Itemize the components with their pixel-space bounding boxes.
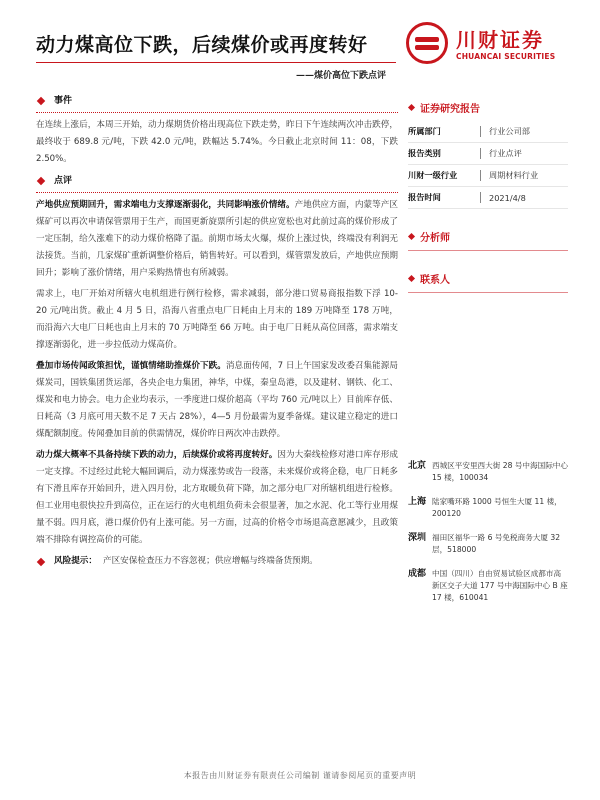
section-heading-event <box>36 92 398 110</box>
section-divider <box>36 112 398 113</box>
info-separator <box>480 170 481 181</box>
event-text: 在连续上涨后，本周三开始，动力煤期货价格出现高位下跌走势，昨日下午连续两次冲击跌停，最终收于 689.8 元/吨，下跌 42.0 元/吨，跌幅达 5.74%。今日截止北京时间 11：08，下跌 2.50%。 <box>36 120 398 164</box>
info-row <box>408 165 568 187</box>
sidebar <box>408 100 568 293</box>
info-separator <box>480 126 481 137</box>
info-separator <box>480 192 481 203</box>
info-row <box>408 187 568 209</box>
comment-paragraph <box>36 447 398 549</box>
paragraph-body: 因为大秦线检修对港口库存形成一定支撑。不过经过此轮大幅回调后，动力煤涨势或告一段落，未来煤价或将企稳，电厂日耗多有下滑且库存开始回升，进入四月份，北方取暖负荷下降，加之部分电厂对所辖机组进行检修。但工业用电很快拉升到高位，正在运行的火电机组负荷未会很显著，加之水泥、化工等行业用煤量不弱。四月底，港口煤价仍有上涨可能。另一方面，过高的价格令市场退高意愿减少，且政策端不排除有调控高价的可能。 <box>36 450 398 545</box>
paragraph-lead: 叠加市场传闻政策担忧，谨慎情绪助推煤价下跌。 <box>36 361 226 371</box>
section-divider <box>408 292 568 293</box>
title-divider <box>36 62 396 63</box>
contact-heading <box>408 271 568 286</box>
office-address: 陆家嘴环路 1000 号恒生大厦 11 楼，200120 <box>432 497 562 518</box>
contact-heading-text: 联系人 <box>420 275 450 286</box>
diamond-bullet-icon <box>37 97 45 105</box>
page-footer: 本报告由川财证券有限责任公司编制 谨请参阅尾页的重要声明 <box>183 771 417 780</box>
info-row <box>408 143 568 165</box>
info-label: 报告时间 <box>408 192 441 202</box>
office-entry <box>408 568 568 604</box>
logo-emblem-icon <box>406 22 448 64</box>
info-label: 所属部门 <box>408 126 441 136</box>
diamond-bullet-icon <box>408 104 415 111</box>
office-city: 深圳 <box>408 533 427 543</box>
page-title: 动力煤高位下跌，后续煤价或再度转好 <box>36 34 368 56</box>
section-divider <box>36 192 398 193</box>
analyst-heading <box>408 229 568 244</box>
info-value: 行业公司部 <box>489 126 530 136</box>
logo-name-cn: 川财证券 <box>456 28 544 52</box>
risk-label: 风险提示： <box>54 556 97 566</box>
office-entry <box>408 496 568 520</box>
logo-name-en: CHUANCAI SECURITIES <box>456 52 556 61</box>
paragraph-body: 需求上，电厂开始对所辖火电机组进行例行检修，需求减弱，部分港口贸易商报指数下浮 10-20 元/吨出货。截止 4 月 5 日，沿海八省重点电厂日耗由上月末的 189 万吨降至 178 万吨，而沿海六大电厂日耗也由上月末的 70 万吨降至 66 万吨。由于电厂日耗从高位回落，需求端支撑逐渐弱化，进一步拉低动力煤高价。 <box>36 289 398 350</box>
info-separator <box>480 148 481 159</box>
paragraph-lead: 动力煤大概率不具备持续下跌的动力，后续煤价或将再度转好。 <box>36 450 278 460</box>
info-value: 2021/4/8 <box>489 192 526 203</box>
diamond-bullet-icon <box>37 177 45 185</box>
paragraph-body: 产地供应方面，内蒙等产区煤矿可以再次申请保管票用于生产，而国更新旋票所引起的供应宽松也对此前过高的煤价形成了一定压制，给久涨难下的动力煤价格降了温。前期市场太火爆，煤价上涨过快，终端没有利润无法接货。当前，几家煤矿重新调整价格后，销售转好。可以看到，煤管票发放后，产地供应预期回升；影响了涨价情绪，用户采购热情也有所减弱。 <box>36 200 398 278</box>
office-addresses <box>408 460 568 616</box>
office-city: 上海 <box>408 497 427 507</box>
event-heading: 事件 <box>54 95 73 106</box>
analyst-heading-text: 分析师 <box>420 233 450 244</box>
comment-paragraph <box>36 286 398 354</box>
company-logo <box>406 22 576 70</box>
section-heading-comment <box>36 172 398 190</box>
info-label: 川财一级行业 <box>408 170 458 180</box>
diamond-bullet-icon <box>37 557 45 565</box>
contact-section <box>408 271 568 293</box>
risk-warning <box>36 553 398 570</box>
page-subtitle: ——煤价高位下跌点评 <box>296 71 387 81</box>
info-label: 报告类别 <box>408 148 441 158</box>
diamond-bullet-icon <box>408 275 415 282</box>
office-address: 福田区福华一路 6 号免税商务大厦 32 层，518000 <box>432 533 561 554</box>
report-heading <box>408 100 568 115</box>
info-value: 周期材料行业 <box>489 170 539 180</box>
comment-paragraph <box>36 197 398 282</box>
office-address: 中国（四川）自由贸易试验区成都市高新区交子大道 177 号中海国际中心 B 座 17 楼，610041 <box>432 569 568 602</box>
comment-heading: 点评 <box>54 175 73 186</box>
office-city: 北京 <box>408 461 427 471</box>
section-divider <box>408 250 568 251</box>
risk-text: 产区安保检查压力不容忽视；供应增幅与终端备货预期。 <box>102 556 318 566</box>
office-entry <box>408 460 568 484</box>
office-entry <box>408 532 568 556</box>
info-row <box>408 121 568 143</box>
main-content <box>36 92 398 570</box>
info-value: 行业点评 <box>489 148 522 158</box>
diamond-bullet-icon <box>408 233 415 240</box>
analyst-section <box>408 229 568 251</box>
office-address: 西城区平安里西大街 28 号中海国际中心 15 楼，100034 <box>432 461 568 482</box>
paragraph-body: 消息面传闻，7 日上午国家发改委召集能源局煤炭司，国铁集团货运部，各央企电力集团，神华，中煤，秦皇岛港，以及建材、钢铁、化工、煤炭和电力协会。电力企业均表示，一季度进口煤价超高（平均 760 元/吨以上）目前库存低、日耗高（3 月底可用天数不足 7 天占 28%），4—5 月份最需为夏季备煤。建议建立稳定的进口煤配额制度。传闻叠加目前的供需情况，煤价昨日两次冲击跌停。 <box>36 361 398 439</box>
paragraph-lead: 产地供应预期回升，需求端电力支撑逐渐弱化，共同影响涨价情绪。 <box>36 200 295 210</box>
comment-paragraph <box>36 358 398 443</box>
office-city: 成都 <box>408 569 427 579</box>
report-heading-text: 证券研究报告 <box>420 104 480 115</box>
